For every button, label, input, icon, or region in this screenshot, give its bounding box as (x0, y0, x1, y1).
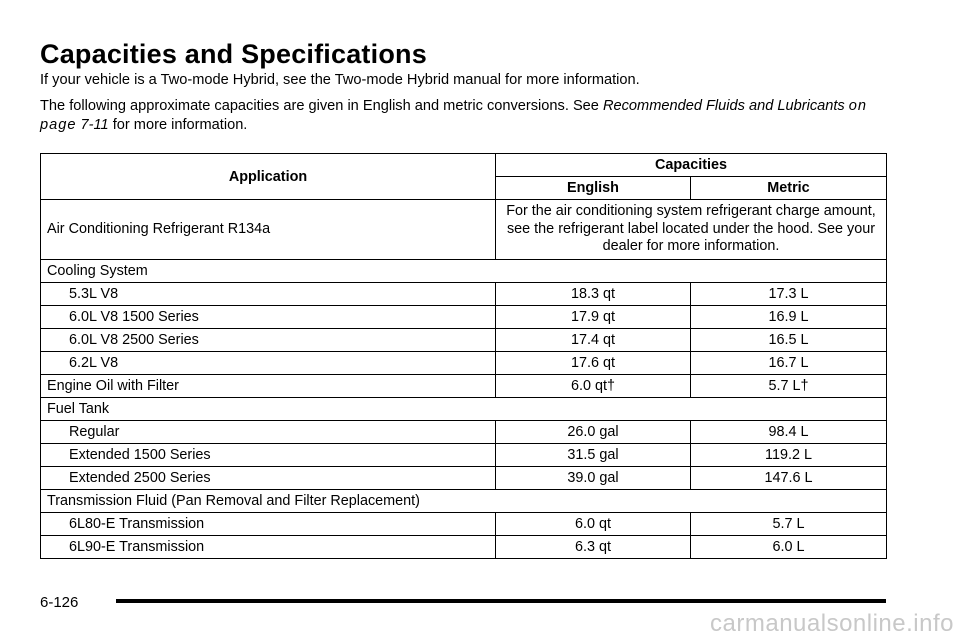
header-metric: Metric (691, 177, 887, 200)
table-row: 6.0L V8 1500 Series 17.9 qt 16.9 L (41, 305, 887, 328)
table-row: 6L80-E Transmission 6.0 qt 5.7 L (41, 512, 887, 535)
table-header-row (41, 154, 887, 177)
ac-note: For the air conditioning system refrigerant charge amount, see the refrigerant label located under the hood. See your dealer for more information. (496, 200, 887, 260)
table-row: Engine Oil with Filter 6.0 qt† 5.7 L† (41, 374, 887, 397)
fluids-reference-link[interactable]: Recommended Fluids and Lubricants on page 7-11 (40, 98, 868, 133)
fuel-section-label: Fuel Tank (41, 397, 887, 420)
transmission-section-label: Transmission Fluid (Pan Removal and Filter Replacement) (41, 489, 887, 512)
table-section-row (41, 397, 887, 420)
intro-paragraph (40, 97, 886, 135)
page-number: 6-126 (40, 594, 79, 611)
watermark: carmanualsonline.info (710, 610, 954, 637)
ac-label: Air Conditioning Refrigerant R134a (41, 200, 496, 260)
table-row: 6L90-E Transmission 6.3 qt 6.0 L (41, 535, 887, 558)
header-capacities: Capacities (496, 154, 887, 177)
footer-rule (116, 599, 886, 603)
table-row: Regular 26.0 gal 98.4 L (41, 420, 887, 443)
table-row: 6.2L V8 17.6 qt 16.7 L (41, 351, 887, 374)
capacities-table (40, 153, 887, 559)
table-section-row (41, 489, 887, 512)
intro-text: The following approximate capacities are given in English and metric conversions. See (40, 98, 603, 114)
table-row (41, 200, 887, 260)
header-english: English (496, 177, 691, 200)
table-section-row (41, 259, 887, 282)
header-application: Application (41, 154, 496, 200)
table-row: 6.0L V8 2500 Series 17.4 qt 16.5 L (41, 328, 887, 351)
table-row: Extended 2500 Series 39.0 gal 147.6 L (41, 466, 887, 489)
table-row: 5.3L V8 18.3 qt 17.3 L (41, 282, 887, 305)
intro-text-end: for more information. (108, 117, 248, 133)
document-page (40, 38, 886, 559)
hybrid-note: If your vehicle is a Two-mode Hybrid, see the Two-mode Hybrid manual for more information. (40, 72, 640, 88)
table-row: Extended 1500 Series 31.5 gal 119.2 L (41, 443, 887, 466)
page-title: Capacities and Specifications (40, 39, 427, 69)
cooling-section-label: Cooling System (41, 259, 887, 282)
